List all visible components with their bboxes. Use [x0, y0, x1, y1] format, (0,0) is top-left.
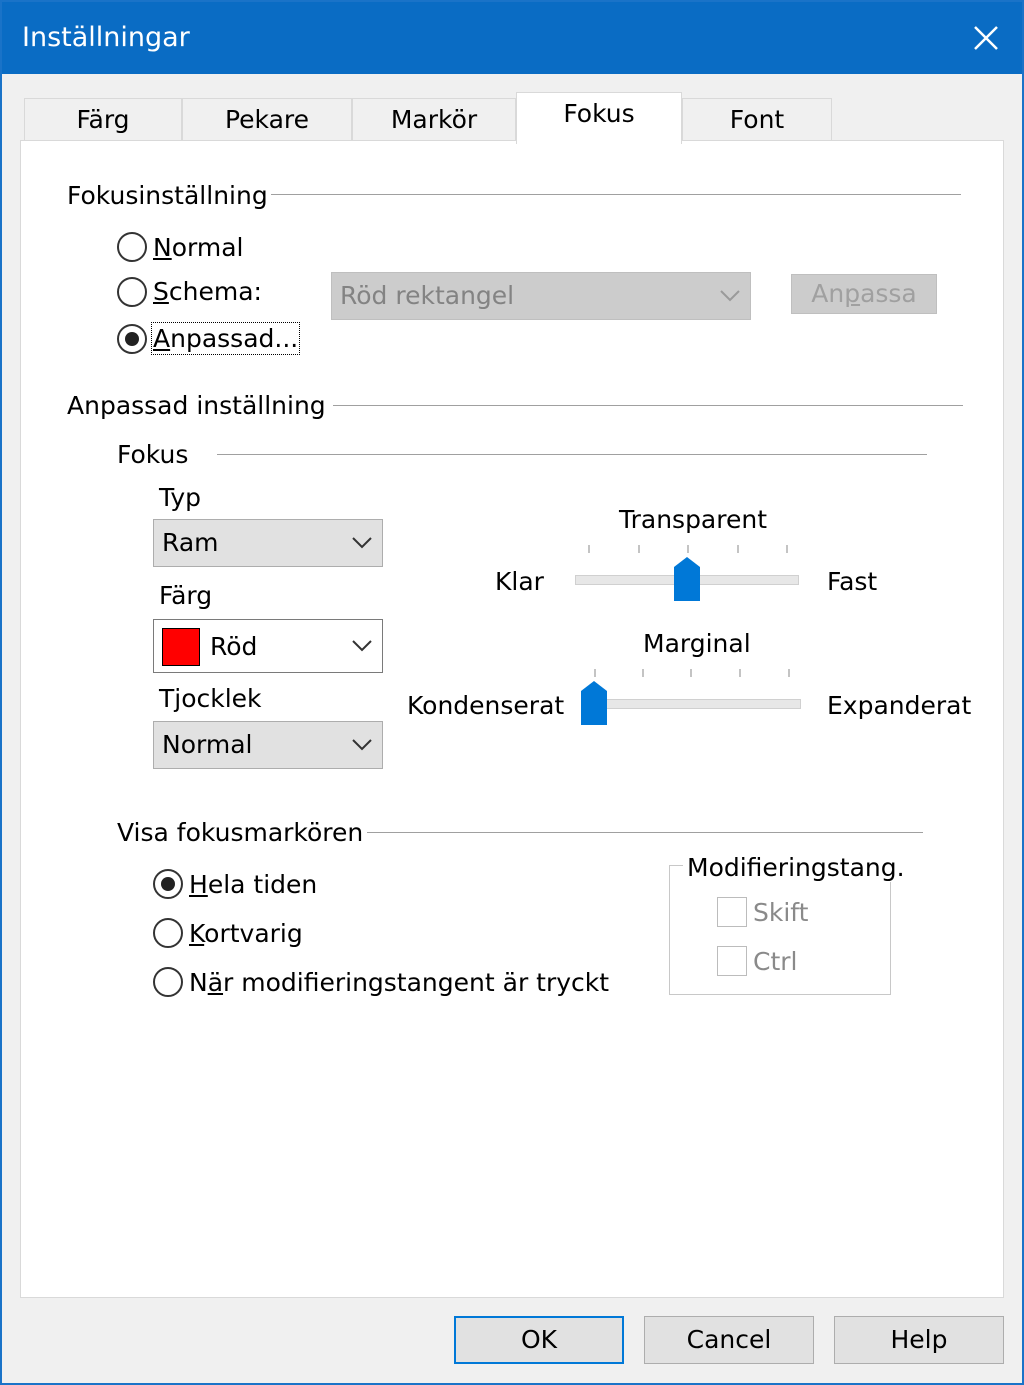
margin-max-label: Expanderat: [827, 691, 972, 720]
shift-checkbox[interactable]: [717, 897, 747, 927]
separator: [217, 454, 927, 455]
slider-tick: [588, 545, 590, 553]
title-bar[interactable]: [2, 2, 1022, 74]
tab-farg[interactable]: [24, 98, 182, 142]
thickness-combo[interactable]: Normal: [153, 721, 383, 769]
radio-brief-label[interactable]: Kortvarig: [189, 919, 303, 948]
margin-slider-thumb[interactable]: [581, 681, 607, 725]
radio-modifier-label[interactable]: När modifieringstangent är tryckt: [189, 968, 610, 997]
radio-schema-label[interactable]: Schema:: [153, 277, 262, 306]
tab-label: Färg: [76, 105, 130, 134]
tab-markor[interactable]: [352, 98, 516, 142]
tab-pekare[interactable]: [182, 98, 352, 142]
margin-slider-track[interactable]: [581, 699, 801, 709]
transparent-title: Transparent: [619, 505, 768, 534]
type-label: Typ: [159, 483, 202, 512]
slider-tick: [737, 545, 739, 553]
schema-combo[interactable]: Röd rektangel: [331, 272, 751, 320]
tab-font[interactable]: [682, 98, 832, 142]
radio-always[interactable]: [153, 869, 183, 899]
slider-tick: [690, 669, 692, 677]
radio-custom-label[interactable]: Anpassad...: [153, 324, 299, 353]
radio-normal[interactable]: [117, 232, 147, 262]
ctrl-checkbox[interactable]: [717, 946, 747, 976]
tab-fokus[interactable]: [516, 92, 682, 144]
margin-title: Marginal: [643, 629, 751, 658]
type-combo[interactable]: Ram: [153, 519, 383, 567]
tab-label: Fokus: [563, 99, 635, 128]
radio-normal-label[interactable]: Normal: [153, 233, 244, 262]
shift-label: Skift: [753, 898, 809, 927]
radio-custom[interactable]: [117, 324, 147, 354]
focus-subheading: Fokus: [117, 440, 189, 469]
customize-button[interactable]: Anpassa: [791, 274, 937, 314]
transparent-slider-thumb[interactable]: [674, 557, 700, 601]
help-button[interactable]: Help: [834, 1316, 1004, 1364]
ok-button[interactable]: OK: [454, 1316, 624, 1364]
radio-always-label[interactable]: Hela tiden: [189, 870, 318, 899]
separator: [271, 194, 961, 195]
chevron-down-icon: [352, 537, 372, 549]
tab-label: Font: [729, 105, 785, 134]
radio-modifier[interactable]: [153, 967, 183, 997]
radio-schema[interactable]: [117, 277, 147, 307]
show-cursor-heading: Visa fokusmarkören: [117, 818, 364, 847]
slider-tick: [786, 545, 788, 553]
chevron-down-icon: [352, 739, 372, 751]
tab-label: Markör: [390, 105, 478, 134]
separator: [367, 832, 923, 833]
margin-min-label: Kondenserat: [407, 691, 565, 720]
ctrl-label: Ctrl: [753, 947, 798, 976]
transparent-max-label: Fast: [827, 567, 878, 596]
chevron-down-icon: [720, 290, 740, 302]
slider-tick: [642, 669, 644, 677]
tab-label: Pekare: [224, 105, 310, 134]
close-button[interactable]: [950, 2, 1022, 74]
transparent-min-label: Klar: [495, 567, 544, 596]
slider-tick: [638, 545, 640, 553]
chevron-down-icon: [352, 640, 372, 652]
focus-setting-heading: Fokusinställning: [67, 181, 268, 210]
window-title: Inställningar: [22, 22, 190, 53]
cancel-button[interactable]: Cancel: [644, 1316, 814, 1364]
custom-setting-heading: Anpassad inställning: [67, 391, 326, 420]
radio-brief[interactable]: [153, 918, 183, 948]
separator: [333, 405, 963, 406]
thickness-label: Tjocklek: [159, 684, 262, 713]
close-icon: [972, 24, 1000, 52]
slider-tick: [788, 669, 790, 677]
tab-panel-fokus: [20, 140, 1004, 1298]
modifier-group-title: Modifieringstang.: [683, 853, 909, 882]
slider-tick: [687, 545, 689, 553]
slider-tick: [594, 669, 596, 677]
color-combo[interactable]: Röd: [153, 619, 383, 673]
color-label: Färg: [159, 581, 213, 610]
slider-tick: [739, 669, 741, 677]
color-swatch: [162, 628, 200, 666]
